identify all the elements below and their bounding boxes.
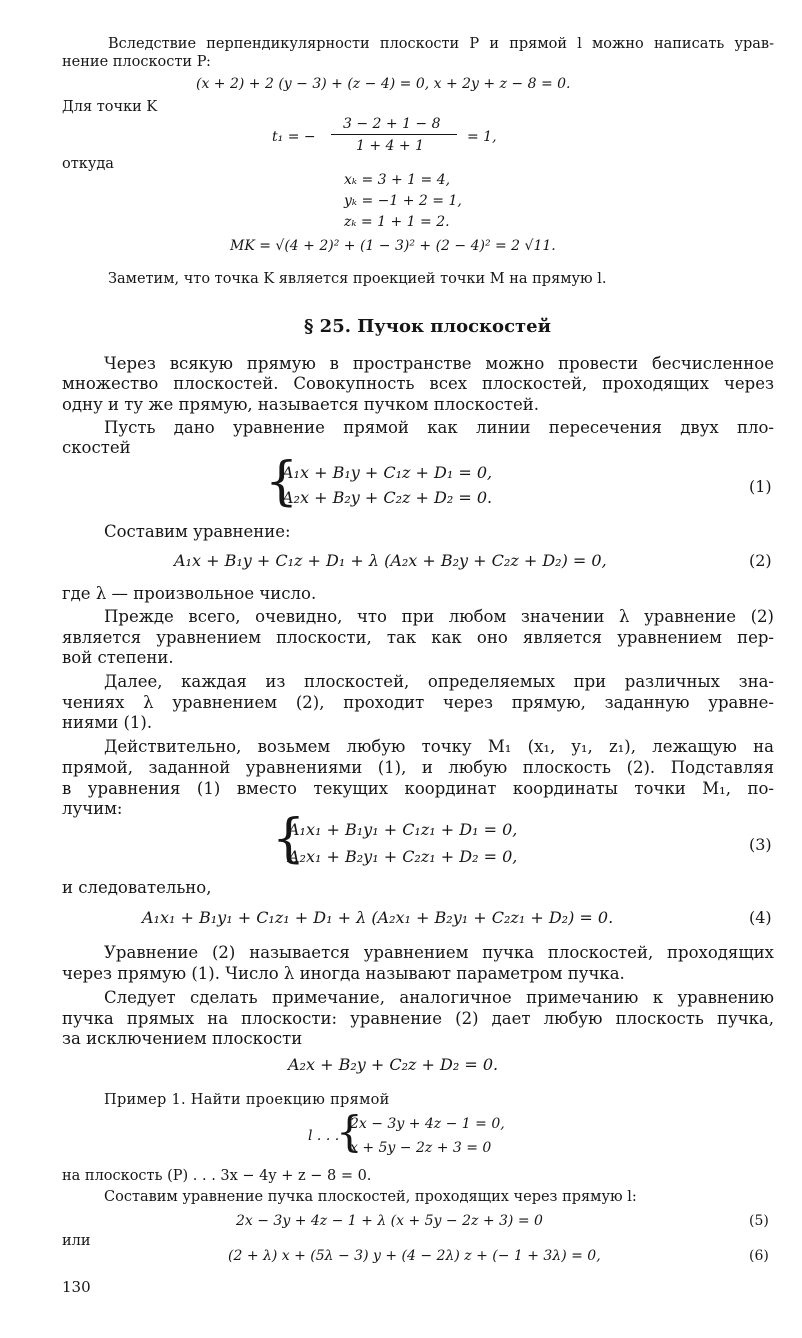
p4-line-2: чениях λ уравнением (2), проходит через прямую, заданную уравне- bbox=[62, 693, 774, 712]
intro-line-2: нение плоскости P: bbox=[62, 54, 211, 70]
where-lambda: где λ — произвольное число. bbox=[62, 584, 317, 603]
example-row-2: x + 5y − 2z + 3 = 0 bbox=[350, 1140, 492, 1156]
section-title: § 25. Пучок плоскостей bbox=[304, 316, 551, 337]
page-number: 130 bbox=[62, 1278, 91, 1296]
for-point-k: Для точки K bbox=[62, 99, 158, 115]
system-3-brace: { bbox=[272, 809, 306, 869]
equation-4: A₁x₁ + B₁y₁ + C₁z₁ + D₁ + λ (A₂x₁ + B₂y₁ + C₂z₁ + D₂) = 0. bbox=[142, 908, 614, 927]
equation-number-4: (4) bbox=[749, 908, 772, 927]
equation-number-2: (2) bbox=[749, 551, 772, 570]
equation-number-6: (6) bbox=[749, 1248, 769, 1264]
p4-line-1: Далее, каждая из плоскостей, определяемых при различных зна- bbox=[104, 672, 774, 691]
equation-2: A₁x + B₁y + C₁z + D₁ + λ (A₂x + B₂y + C₂z + D₂) = 0, bbox=[174, 551, 607, 570]
p2-line-2: скостей bbox=[62, 438, 131, 457]
p5-line-4: лучим: bbox=[62, 799, 123, 818]
system-3-row-1: A₁x₁ + B₁y₁ + C₁z₁ + D₁ = 0, bbox=[288, 820, 518, 839]
p1-line-3: одну и ту же прямую, называется пучком плоскостей. bbox=[62, 395, 540, 414]
t1-left: t₁ = − bbox=[272, 129, 316, 145]
xk-value: xₖ = 3 + 1 = 4, bbox=[344, 172, 451, 188]
compose-equation: Составим уравнение: bbox=[104, 522, 291, 541]
yk-value: yₖ = −1 + 2 = 1, bbox=[344, 193, 462, 209]
intro-line-1: Вследствие перпендикулярности плоскости P и прямой l можно написать урав- bbox=[108, 36, 774, 52]
p3-line-3: вой степени. bbox=[62, 648, 174, 667]
p5-line-2: прямой, заданной уравнениями (1), и любую плоскость (2). Подставляя bbox=[62, 758, 774, 777]
equation-5: 2x − 3y + 4z − 1 + λ (x + 5y − 2z + 3) = 0 bbox=[236, 1213, 543, 1229]
system-1-row-2: A₂x + B₂y + C₂z + D₂ = 0. bbox=[282, 488, 493, 507]
mk-distance: MK = √(4 + 2)² + (1 − 3)² + (2 − 4)² = 2 √11. bbox=[230, 238, 556, 254]
example-title: Пример 1. Найти проекцию прямой bbox=[104, 1092, 390, 1108]
t1-numerator: 3 − 2 + 1 − 8 bbox=[343, 116, 441, 132]
p7-line-1: Следует сделать примечание, аналогичное примечанию к уравнению bbox=[104, 988, 774, 1007]
p3-line-2: является уравнением плоскости, так как оно является уравнением пер- bbox=[62, 628, 774, 647]
or-label: или bbox=[62, 1233, 91, 1249]
example-line-label: l . . . bbox=[308, 1128, 340, 1144]
p6-line-1: Уравнение (2) называется уравнением пучка плоскостей, проходящих bbox=[104, 943, 774, 962]
whence-label: откуда bbox=[62, 156, 114, 172]
p1-line-2: множество плоскостей. Совокупность всех плоскостей, проходящих через bbox=[62, 374, 774, 393]
intro-note: Заметим, что точка K является проекцией точки M на прямую l. bbox=[108, 271, 607, 287]
t1-right: = 1, bbox=[467, 129, 497, 145]
equation-number-3: (3) bbox=[749, 835, 772, 854]
t1-fraction-bar bbox=[331, 134, 457, 135]
p7-line-3: за исключением плоскости bbox=[62, 1029, 303, 1048]
t1-denominator: 1 + 4 + 1 bbox=[356, 138, 424, 154]
p4-line-3: ниями (1). bbox=[62, 713, 153, 732]
p2-line-1: Пусть дано уравнение прямой как линии пересечения двух пло- bbox=[104, 418, 774, 437]
p5-line-1: Действительно, возьмем любую точку M₁ (x₁, y₁, z₁), лежащую на bbox=[104, 737, 774, 756]
example-onto-plane: на плоскость (P) . . . 3x − 4y + z − 8 = 0. bbox=[62, 1168, 372, 1184]
equation-plane-p: (x + 2) + 2 (y − 3) + (z − 4) = 0, x + 2y + z − 8 = 0. bbox=[196, 76, 571, 92]
system-3-row-2: A₂x₁ + B₂y₁ + C₂z₁ + D₂ = 0, bbox=[288, 847, 518, 866]
hence-label: и следовательно, bbox=[62, 878, 212, 897]
example-row-1: 2x − 3y + 4z − 1 = 0, bbox=[350, 1116, 505, 1132]
p6-line-2: через прямую (1). Число λ иногда называют параметром пучка. bbox=[62, 964, 625, 983]
equation-number-5: (5) bbox=[749, 1213, 769, 1229]
p7-line-2: пучка прямых на плоскости: уравнение (2) дает любую плоскость пучка, bbox=[62, 1009, 774, 1028]
zk-value: zₖ = 1 + 1 = 2. bbox=[344, 214, 450, 230]
example-compose: Составим уравнение пучка плоскостей, проходящих через прямую l: bbox=[104, 1189, 637, 1205]
example-system-brace: { bbox=[336, 1107, 363, 1156]
equation-number-1: (1) bbox=[749, 477, 772, 496]
excluded-plane-equation: A₂x + B₂y + C₂z + D₂ = 0. bbox=[288, 1055, 499, 1074]
p3-line-1: Прежде всего, очевидно, что при любом значении λ уравнение (2) bbox=[104, 607, 774, 626]
p1-line-1: Через всякую прямую в пространстве можно провести бесчисленное bbox=[104, 354, 774, 373]
system-1-row-1: A₁x + B₁y + C₁z + D₁ = 0, bbox=[282, 463, 493, 482]
p5-line-3: в уравнения (1) вместо текущих координат координаты точки M₁, по- bbox=[62, 779, 774, 798]
equation-6: (2 + λ) x + (5λ − 3) y + (4 − 2λ) z + (− 1 + 3λ) = 0, bbox=[228, 1248, 601, 1264]
system-1-brace: { bbox=[265, 452, 299, 512]
